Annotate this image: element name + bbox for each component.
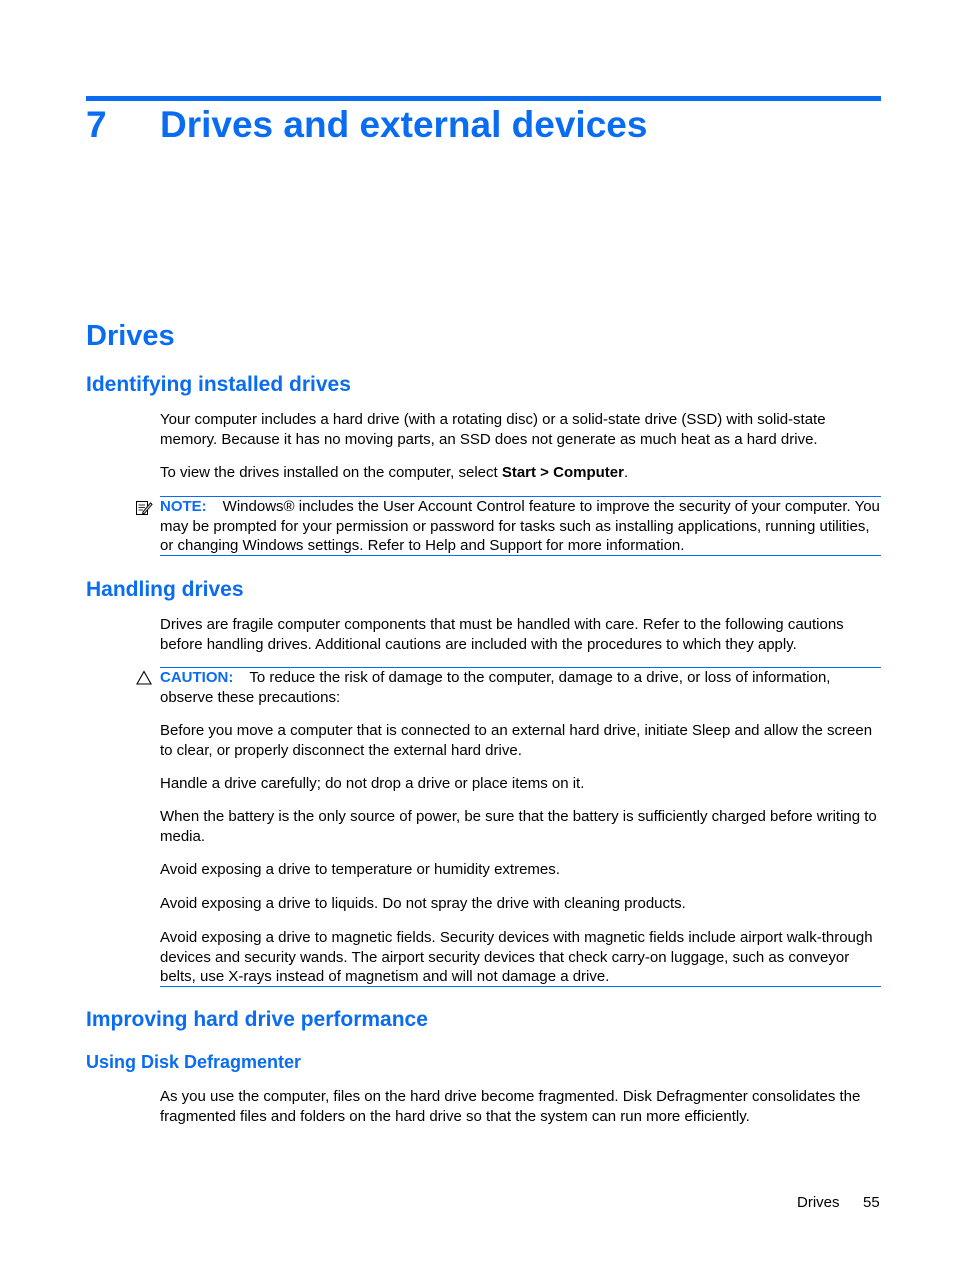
caution-item: Avoid exposing a drive to liquids. Do not spray the drive with cleaning products.: [160, 895, 686, 912]
caution-block: [160, 668, 882, 707]
footer-section: Drives: [797, 1194, 840, 1211]
caution-item: Handle a drive carefully; do not drop a drive or place items on it.: [160, 775, 585, 792]
note-label: NOTE:: [160, 498, 207, 515]
handling-paragraph: Drives are fragile computer components that must be handled with care. Refer to the following cautions before handling drives. Additional cautions are included with the procedures to which they apply.: [160, 616, 844, 653]
caution-label: CAUTION:: [160, 669, 234, 686]
defragmenter-subheading: Using Disk Defragmenter: [86, 1052, 302, 1072]
caution-text: To reduce the risk of damage to the computer, damage to a drive, or loss of information, observe these precautions:: [160, 669, 831, 706]
view-drives-paragraph: To view the drives installed on the computer, select Start > Computer.: [160, 464, 629, 481]
note-text: Windows® includes the User Account Control feature to improve the security of your computer. You may be prompted for your permission or password for tasks such as installing applications, running utilities, or changing Windows settings. Refer to Help and Support for more information.: [160, 498, 880, 554]
handling-heading: Handling drives: [86, 578, 244, 601]
page-number: 55: [863, 1194, 880, 1211]
section-title: Drives: [86, 320, 175, 352]
note-pencil-icon: [135, 499, 153, 517]
caution-triangle-icon: [135, 669, 153, 687]
caution-item: Before you move a computer that is connected to an external hard drive, initiate Sleep and allow the screen to clear, or properly disconnect the external hard drive.: [160, 722, 873, 759]
note-block: [160, 497, 882, 556]
caution-item: Avoid exposing a drive to temperature or humidity extremes.: [160, 861, 560, 878]
identifying-paragraph: Your computer includes a hard drive (with a rotating disc) or a solid-state drive (SSD) with solid-state memory. Because it has no moving parts, an SSD does not generate as much heat as a hard drive.: [160, 411, 826, 448]
caution-bottom-rule: [160, 986, 881, 987]
note-bottom-rule: [160, 555, 881, 556]
chapter-rule: [86, 96, 881, 101]
chapter-number: 7: [86, 104, 107, 145]
defragmenter-paragraph: As you use the computer, files on the hard drive become fragmented. Disk Defragmenter consolidates the fragmented files and folders on the hard drive so that the system can run more efficiently.: [160, 1088, 861, 1125]
identifying-heading: Identifying installed drives: [86, 373, 351, 396]
caution-item: When the battery is the only source of power, be sure that the battery is sufficiently charged before writing to media.: [160, 808, 877, 845]
improving-heading: Improving hard drive performance: [86, 1008, 428, 1031]
start-computer-path: Start > Computer: [501, 464, 624, 481]
chapter-title: Drives and external devices: [160, 104, 648, 145]
caution-item: Avoid exposing a drive to magnetic fields. Security devices with magnetic fields include airport walk-through devices and security wands. The airport security devices that check carry-on luggage, such as conveyor belts, use X-rays instead of magnetism and will not damage a drive.: [160, 929, 873, 985]
